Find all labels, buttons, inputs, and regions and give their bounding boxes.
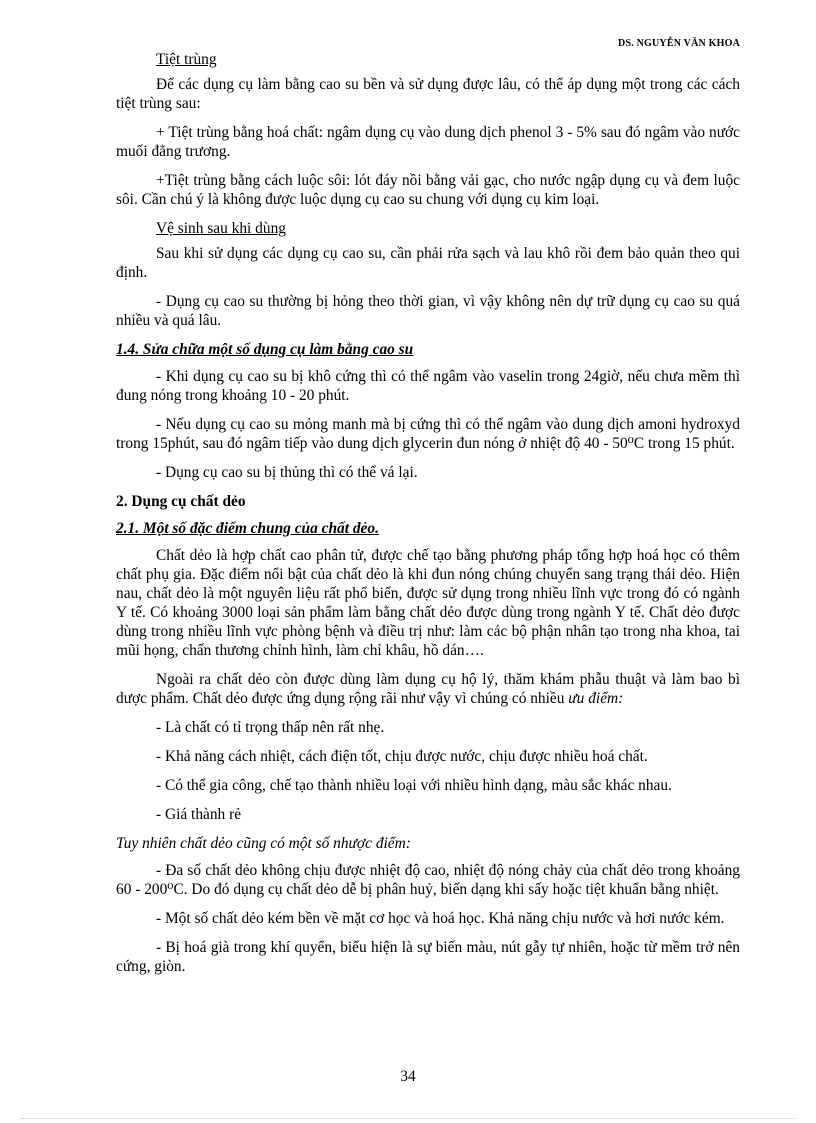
list-item-disadvantage: - Một số chất dẻo kém bền về mặt cơ học và hoá học. Khả năng chịu nước và hơi nước kém. [156, 910, 725, 927]
paragraph: Chất dẻo là hợp chất cao phân tử, được chế tạo bằng phương pháp tổng hợp hoá học có thêm chất phụ gia. Đặc điểm nổi bật của chất dẻo là khi đun nóng chúng chuyển sang trạng thái dẻo. Hiện nau, chất dẻo là một nguyên liệu rất phổ biến, được sử dụng trong nhiều lĩnh vực trong đó có ngành Y tế. Có khoảng 3000 loại sản phẩm làm bằng chất dẻo được dùng trong ngành Y tế. Chất dẻo được dùng trong nhiều lĩnh vực phòng bệnh và điều trị như: làm các bộ phận nhân tạo trong nha khoa, tai mũi họng, chấn thương chỉnh hình, làm chỉ khâu, hồ dán…. [116, 547, 740, 659]
paragraph: Sau khi sử dụng các dụng cụ cao su, cần phải rửa sạch và lau khô rồi đem bảo quản theo qui định. [116, 245, 740, 281]
paragraph-text: Ngoài ra chất dẻo còn được dùng làm dụng cụ hộ lý, thăm khám phẫu thuật và làm bao bì dược phẩm. Chất dẻo được ứng dụng rộng rãi như vậy vì chúng có nhiều [116, 671, 740, 707]
list-item-advantage: - Khả năng cách nhiệt, cách điện tốt, chịu được nước, chịu được nhiều hoá chất. [156, 748, 648, 765]
list-item-advantage: - Có thể gia công, chế tạo thành nhiều loại với nhiều hình dạng, màu sắc khác nhau. [156, 777, 672, 794]
paragraph: - Nếu dụng cụ cao su mỏng manh mà bị cứng thì có thể ngâm vào dung dịch amoni hydroxyd trong 15phút, sau đó ngâm tiếp vào dung dịch glycerin đun nóng ở nhiệt độ 40 - 50⁰C trong 15 phút. [116, 416, 740, 452]
page-header-author: DS. NGUYỄN VĂN KHOA [618, 38, 740, 49]
paragraph: - Dụng cụ cao su bị thủng thì có thể vá lại. [156, 464, 418, 481]
disadvantages-heading: Tuy nhiên chất dẻo cũng có một số nhược điểm: [116, 835, 411, 852]
paragraph: - Khi dụng cụ cao su bị khô cứng thì có thể ngâm vào vaselin trong 24giờ, nếu chưa mềm thì đung nóng trong khoảng 10 - 20 phút. [116, 368, 740, 404]
list-item-disadvantage: - Bị hoá già trong khí quyển, biểu hiện là sự biến màu, nút gẫy tự nhiên, hoặc từ mềm trở nên cứng, giòn. [116, 939, 740, 975]
page-bottom-divider [20, 1118, 796, 1119]
section-title-sterilization: Tiệt trùng [156, 51, 217, 68]
paragraph: +Tiệt trùng bằng cách luộc sôi: lót đáy nồi bằng vải gạc, cho nước ngập dụng cụ và đem luộc sôi. Cần chú ý là không được luộc dụng cụ cao su chung với dụng cụ kim loại. [116, 172, 740, 208]
advantages-label: ưu điểm: [568, 690, 624, 707]
subsection-heading-plastic-features: 2.1. Một số đặc điểm chung của chất dẻo. [116, 520, 379, 537]
document-body [116, 50, 740, 986]
list-item-advantage: - Là chất có tỉ trọng thấp nên rất nhẹ. [156, 719, 385, 736]
paragraph: - Dụng cụ cao su thường bị hỏng theo thời gian, vì vậy không nên dự trữ dụng cụ cao su quá nhiều và quá lâu. [116, 293, 740, 329]
section-title-hygiene: Vệ sinh sau khi dùng [156, 220, 286, 237]
section-heading-plastic: 2. Dụng cụ chất dẻo [116, 493, 246, 510]
paragraph: + Tiệt trùng bằng hoá chất: ngâm dụng cụ vào dung dịch phenol 3 - 5% sau đó ngâm vào nước muối đẳng trương. [116, 124, 740, 160]
paragraph [116, 670, 740, 708]
paragraph: Để các dụng cụ làm bằng cao su bền và sử dụng được lâu, có thể áp dụng một trong các cách tiệt trùng sau: [116, 76, 740, 112]
list-item-advantage: - Giá thành rẻ [156, 806, 242, 823]
list-item-disadvantage: - Đa số chất dẻo không chịu được nhiệt độ cao, nhiệt độ nóng chảy của chất dẻo trong khoảng 60 - 200⁰C. Do đó dụng cụ chất dẻo dễ bị phân huỷ, biến dạng khi sấy hoặc tiệt khuẩn bằng nhiệt. [116, 862, 740, 898]
page-number: 34 [400, 1068, 416, 1085]
section-heading-repair: 1.4. Sửa chữa một số dụng cụ làm bằng cao su [116, 341, 414, 358]
